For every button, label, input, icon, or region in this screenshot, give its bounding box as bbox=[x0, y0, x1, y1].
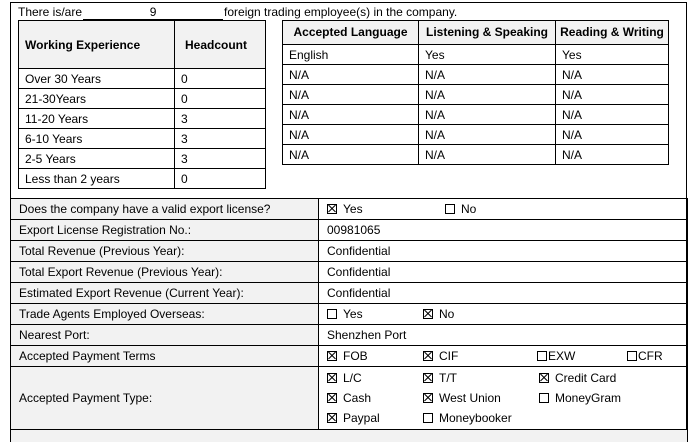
header-accepted-language: Accepted Language bbox=[283, 21, 419, 45]
option-label: West Union bbox=[439, 391, 501, 405]
total-revenue-row bbox=[11, 241, 688, 262]
registration-label: Export License Registration No.: bbox=[11, 220, 319, 241]
language-value[interactable]: N/A bbox=[283, 125, 419, 145]
estimated-export-revenue-value[interactable]: Confidential bbox=[319, 283, 688, 304]
option-label: Yes bbox=[343, 202, 363, 216]
checkbox-checked-icon[interactable] bbox=[539, 373, 549, 383]
total-export-revenue-value[interactable]: Confidential bbox=[319, 262, 688, 283]
option-label: CIF bbox=[439, 349, 458, 363]
option-fob[interactable] bbox=[327, 347, 423, 365]
estimated-export-revenue-label: Estimated Export Revenue (Current Year): bbox=[11, 283, 319, 304]
experience-range: 6-10 Years bbox=[19, 129, 175, 149]
company-info-table bbox=[10, 198, 688, 442]
option-label: No bbox=[439, 307, 454, 321]
payment-terms-row bbox=[11, 346, 688, 367]
reading-writing-value[interactable]: N/A bbox=[556, 65, 669, 85]
option-t-t[interactable] bbox=[423, 369, 539, 387]
reading-writing-value[interactable]: Yes bbox=[556, 45, 669, 65]
total-revenue-label: Total Revenue (Previous Year): bbox=[11, 241, 319, 262]
experience-row bbox=[19, 109, 266, 129]
reading-writing-value[interactable]: N/A bbox=[556, 145, 669, 165]
option-no[interactable] bbox=[445, 200, 525, 218]
export-license-row bbox=[11, 199, 688, 220]
option-label: EXW bbox=[548, 349, 575, 363]
reading-writing-value[interactable]: N/A bbox=[556, 125, 669, 145]
employee-count-field[interactable]: 9 bbox=[83, 5, 223, 20]
blank-row bbox=[11, 430, 688, 442]
language-row bbox=[283, 45, 669, 65]
checkbox-checked-icon[interactable] bbox=[423, 309, 433, 319]
trade-agents-row bbox=[11, 304, 688, 325]
option-label: Moneybooker bbox=[439, 411, 512, 425]
next-section-row bbox=[11, 430, 688, 442]
experience-row bbox=[19, 89, 266, 109]
option-label: Cash bbox=[343, 391, 371, 405]
payment-terms-label: Accepted Payment Terms bbox=[11, 346, 319, 367]
nearest-port-label: Nearest Port: bbox=[11, 325, 319, 346]
header-headcount: Headcount bbox=[175, 21, 266, 69]
experience-row bbox=[19, 69, 266, 89]
checkbox-checked-icon[interactable] bbox=[423, 351, 433, 361]
experience-row bbox=[19, 129, 266, 149]
option-cash[interactable] bbox=[327, 389, 423, 407]
total-revenue-value[interactable]: Confidential bbox=[319, 241, 688, 262]
option-label: CFR bbox=[638, 349, 663, 363]
headcount-value[interactable]: 3 bbox=[175, 109, 266, 129]
option-label: No bbox=[461, 202, 476, 216]
option-label: MoneyGram bbox=[555, 391, 621, 405]
language-table bbox=[282, 20, 669, 165]
export-license-label: Does the company have a valid export license? bbox=[11, 199, 319, 220]
listening-speaking-value[interactable]: N/A bbox=[419, 125, 556, 145]
language-row bbox=[283, 65, 669, 85]
listening-speaking-value[interactable]: Yes bbox=[419, 45, 556, 65]
estimated-export-revenue-row bbox=[11, 283, 688, 304]
checkbox-checked-icon[interactable] bbox=[327, 413, 337, 423]
option-label: Credit Card bbox=[555, 371, 616, 385]
option-exw[interactable] bbox=[537, 347, 627, 365]
option-yes[interactable] bbox=[327, 200, 445, 218]
language-row bbox=[283, 125, 669, 145]
option-label: Paypal bbox=[343, 411, 380, 425]
option-yes[interactable] bbox=[327, 305, 423, 323]
checkbox-unchecked-icon[interactable] bbox=[539, 393, 549, 403]
registration-row bbox=[11, 220, 688, 241]
headcount-value[interactable]: 0 bbox=[175, 169, 266, 189]
headcount-value[interactable]: 3 bbox=[175, 149, 266, 169]
language-row bbox=[283, 145, 669, 165]
experience-range: Less than 2 years bbox=[19, 169, 175, 189]
intro-suffix: foreign trading employee(s) in the company. bbox=[224, 5, 457, 19]
option-cif[interactable] bbox=[423, 347, 537, 365]
reading-writing-value[interactable]: N/A bbox=[556, 105, 669, 125]
language-row bbox=[283, 105, 669, 125]
experience-header-row bbox=[19, 21, 266, 69]
checkbox-checked-icon[interactable] bbox=[327, 393, 337, 403]
header-reading-writing: Reading & Writing bbox=[556, 21, 669, 45]
experience-range: 2-5 Years bbox=[19, 149, 175, 169]
checkbox-unchecked-icon[interactable] bbox=[627, 351, 637, 361]
experience-table bbox=[18, 20, 266, 189]
option-cfr[interactable] bbox=[627, 347, 687, 365]
listening-speaking-value[interactable]: N/A bbox=[419, 65, 556, 85]
header-working-experience: Working Experience bbox=[19, 21, 175, 69]
payment-type-options bbox=[327, 367, 687, 429]
language-value[interactable]: N/A bbox=[283, 85, 419, 105]
listening-speaking-value[interactable]: N/A bbox=[419, 105, 556, 125]
checkbox-unchecked-icon[interactable] bbox=[423, 413, 433, 423]
employee-count-sentence bbox=[18, 3, 457, 21]
option-credit-card[interactable] bbox=[539, 369, 659, 387]
option-west-union[interactable] bbox=[423, 389, 539, 407]
checkbox-unchecked-icon[interactable] bbox=[537, 351, 547, 361]
checkbox-unchecked-icon[interactable] bbox=[327, 309, 337, 319]
option-label: T/T bbox=[439, 371, 457, 385]
payment-terms-options bbox=[327, 347, 687, 365]
export-license-options bbox=[327, 200, 687, 218]
nearest-port-value[interactable]: Shenzhen Port bbox=[319, 325, 688, 346]
intro-prefix: There is/are bbox=[18, 5, 82, 19]
checkbox-checked-icon[interactable] bbox=[423, 373, 433, 383]
payment-type-label: Accepted Payment Type: bbox=[11, 367, 319, 430]
trade-agents-label: Trade Agents Employed Overseas: bbox=[11, 304, 319, 325]
total-export-revenue-label: Total Export Revenue (Previous Year): bbox=[11, 262, 319, 283]
option-l-c[interactable] bbox=[327, 369, 423, 387]
language-row bbox=[283, 85, 669, 105]
checkbox-checked-icon[interactable] bbox=[327, 351, 337, 361]
option-moneybooker[interactable] bbox=[423, 409, 539, 427]
checkbox-checked-icon[interactable] bbox=[327, 204, 337, 214]
option-label: L/C bbox=[343, 371, 362, 385]
listening-speaking-value[interactable]: N/A bbox=[419, 145, 556, 165]
reading-writing-value[interactable]: N/A bbox=[556, 85, 669, 105]
total-export-revenue-row bbox=[11, 262, 688, 283]
option-paypal[interactable] bbox=[327, 409, 423, 427]
option-label: Yes bbox=[343, 307, 363, 321]
headcount-value[interactable]: 0 bbox=[175, 89, 266, 109]
language-value[interactable]: N/A bbox=[283, 65, 419, 85]
language-value[interactable]: N/A bbox=[283, 145, 419, 165]
checkbox-unchecked-icon[interactable] bbox=[445, 204, 455, 214]
header-listening-speaking: Listening & Speaking bbox=[419, 21, 556, 45]
option-no[interactable] bbox=[423, 305, 503, 323]
language-value[interactable]: English bbox=[283, 45, 419, 65]
listening-speaking-value[interactable]: N/A bbox=[419, 85, 556, 105]
language-value[interactable]: N/A bbox=[283, 105, 419, 125]
option-moneygram[interactable] bbox=[539, 389, 659, 407]
payment-type-row bbox=[11, 367, 688, 430]
checkbox-checked-icon[interactable] bbox=[327, 373, 337, 383]
experience-range: Over 30 Years bbox=[19, 69, 175, 89]
experience-row bbox=[19, 169, 266, 189]
registration-value[interactable]: 00981065 bbox=[319, 220, 688, 241]
trade-agents-options bbox=[327, 305, 687, 323]
experience-row bbox=[19, 149, 266, 169]
headcount-value[interactable]: 3 bbox=[175, 129, 266, 149]
checkbox-checked-icon[interactable] bbox=[423, 393, 433, 403]
option-label: FOB bbox=[343, 349, 368, 363]
experience-range: 11-20 Years bbox=[19, 109, 175, 129]
experience-range: 21-30Years bbox=[19, 89, 175, 109]
nearest-port-row bbox=[11, 325, 688, 346]
headcount-value[interactable]: 0 bbox=[175, 69, 266, 89]
